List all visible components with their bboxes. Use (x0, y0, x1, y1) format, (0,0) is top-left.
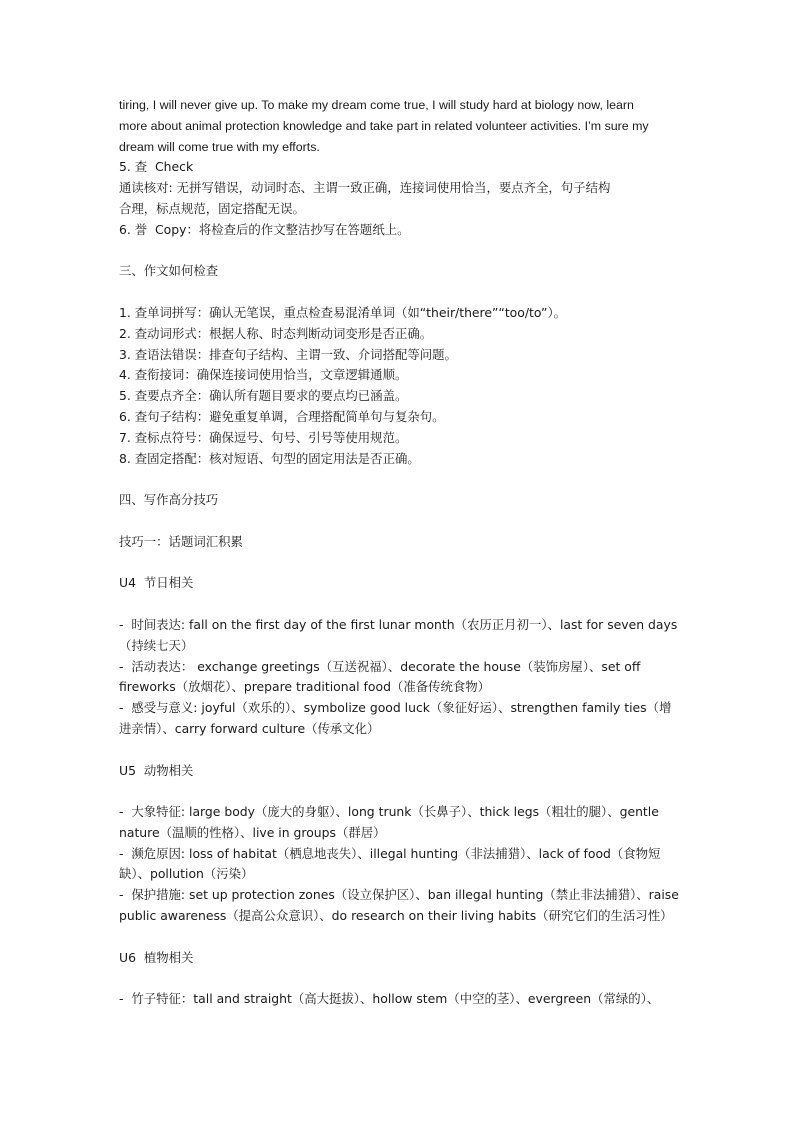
vocab-line: 缺）、pollution（污染） (119, 866, 254, 882)
vocab-line: 进亲情）、carry forward culture（传承文化） (119, 720, 380, 736)
vocab-line: - 大象特征: large body（庞大的身躯）、long trunk（长鼻子）、thick legs（粗壮的腿）、gentle (119, 804, 659, 820)
step-heading-check: 5. 查 Check (119, 159, 194, 175)
check-list-item: 2. 查动词形式：根据人称、时态判断动词变形是否正确。 (119, 325, 433, 341)
check-list-item: 4. 查衔接词：确保连接词使用恰当，文章逻辑通顺。 (119, 367, 408, 383)
check-description-line: 合理，标点规范，固定搭配无误。 (119, 200, 305, 216)
document-body (119, 95, 681, 1010)
unit-heading: U6 植物相关 (119, 949, 194, 965)
vocab-line: - 活动表达： exchange greetings（互送祝福）、decorate the house（装饰房屋）、set off (119, 658, 641, 674)
vocab-line: public awareness（提高公众意识）、do research on their living habits（研究它们的生活习性） (119, 908, 673, 924)
vocab-line: - 保护措施: set up protection zones（设立保护区）、ban illegal hunting（禁止非法捕猎）、raise (119, 887, 679, 903)
check-description-line: 通读核对: 无拼写错误，动词时态、主谓一致正确，连接词使用恰当，要点齐全，句子结构 (119, 180, 611, 196)
vocab-line: fireworks（放烟花）、prepare traditional food（准备传统食物） (119, 679, 491, 695)
essay-text-line: more about animal protection knowledge and take part in related volunteer activities. I’m sure my (119, 118, 649, 133)
check-list-item: 7. 查标点符号：确保逗号、句号、引号等使用规范。 (119, 429, 408, 445)
vocab-line: （持续七天） (119, 637, 194, 653)
check-list-item: 6. 查句子结构：避免重复单调，合理搭配简单句与复杂句。 (119, 408, 445, 424)
check-list-item: 8. 查固定搭配：核对短语、句型的固定用法是否正确。 (119, 450, 420, 466)
vocab-line: - 感受与意义: joyful（欢乐的）、symbolize good luck（象征好运）、strengthen family ties（增 (119, 700, 672, 716)
tip-heading: 技巧一：话题词汇积累 (119, 533, 243, 549)
unit-heading: U4 节日相关 (119, 575, 194, 591)
step-heading-copy: 6. 誉 Copy：将检查后的作文整洁抄写在答题纸上。 (119, 221, 410, 237)
check-list-item: 1. 查单词拼写：确认无笔误，重点检查易混淆单词（如“their/there”“too/to”）。 (119, 304, 567, 320)
vocab-line: - 时间表达: fall on the first day of the first lunar month（农历正月初一）、last for seven days (119, 616, 678, 632)
vocab-line: - 濒危原因: loss of habitat（栖息地丧失）、illegal hunting（非法捕猎）、lack of food（食物短 (119, 845, 661, 861)
vocab-line: - 竹子特征：tall and straight（高大挺拔）、hollow stem（中空的茎）、evergreen（常绿的）、 (119, 991, 660, 1007)
essay-text-line: dream will come true with my efforts. (119, 139, 320, 154)
check-list-item: 5. 查要点齐全：确认所有题目要求的要点均已涵盖。 (119, 388, 408, 404)
section-heading: 三、作文如何检查 (119, 263, 219, 279)
unit-heading: U5 动物相关 (119, 762, 194, 778)
vocab-line: nature（温顺的性格）、live in groups（群居） (119, 824, 386, 840)
section-heading: 四、写作高分技巧 (119, 492, 219, 508)
essay-text-line: tiring, I will never give up. To make my dream come true, I will study hard at biology now, learn (119, 98, 634, 112)
check-list-item: 3. 查语法错误：排查句子结构、主谓一致、介词搭配等问题。 (119, 346, 457, 362)
